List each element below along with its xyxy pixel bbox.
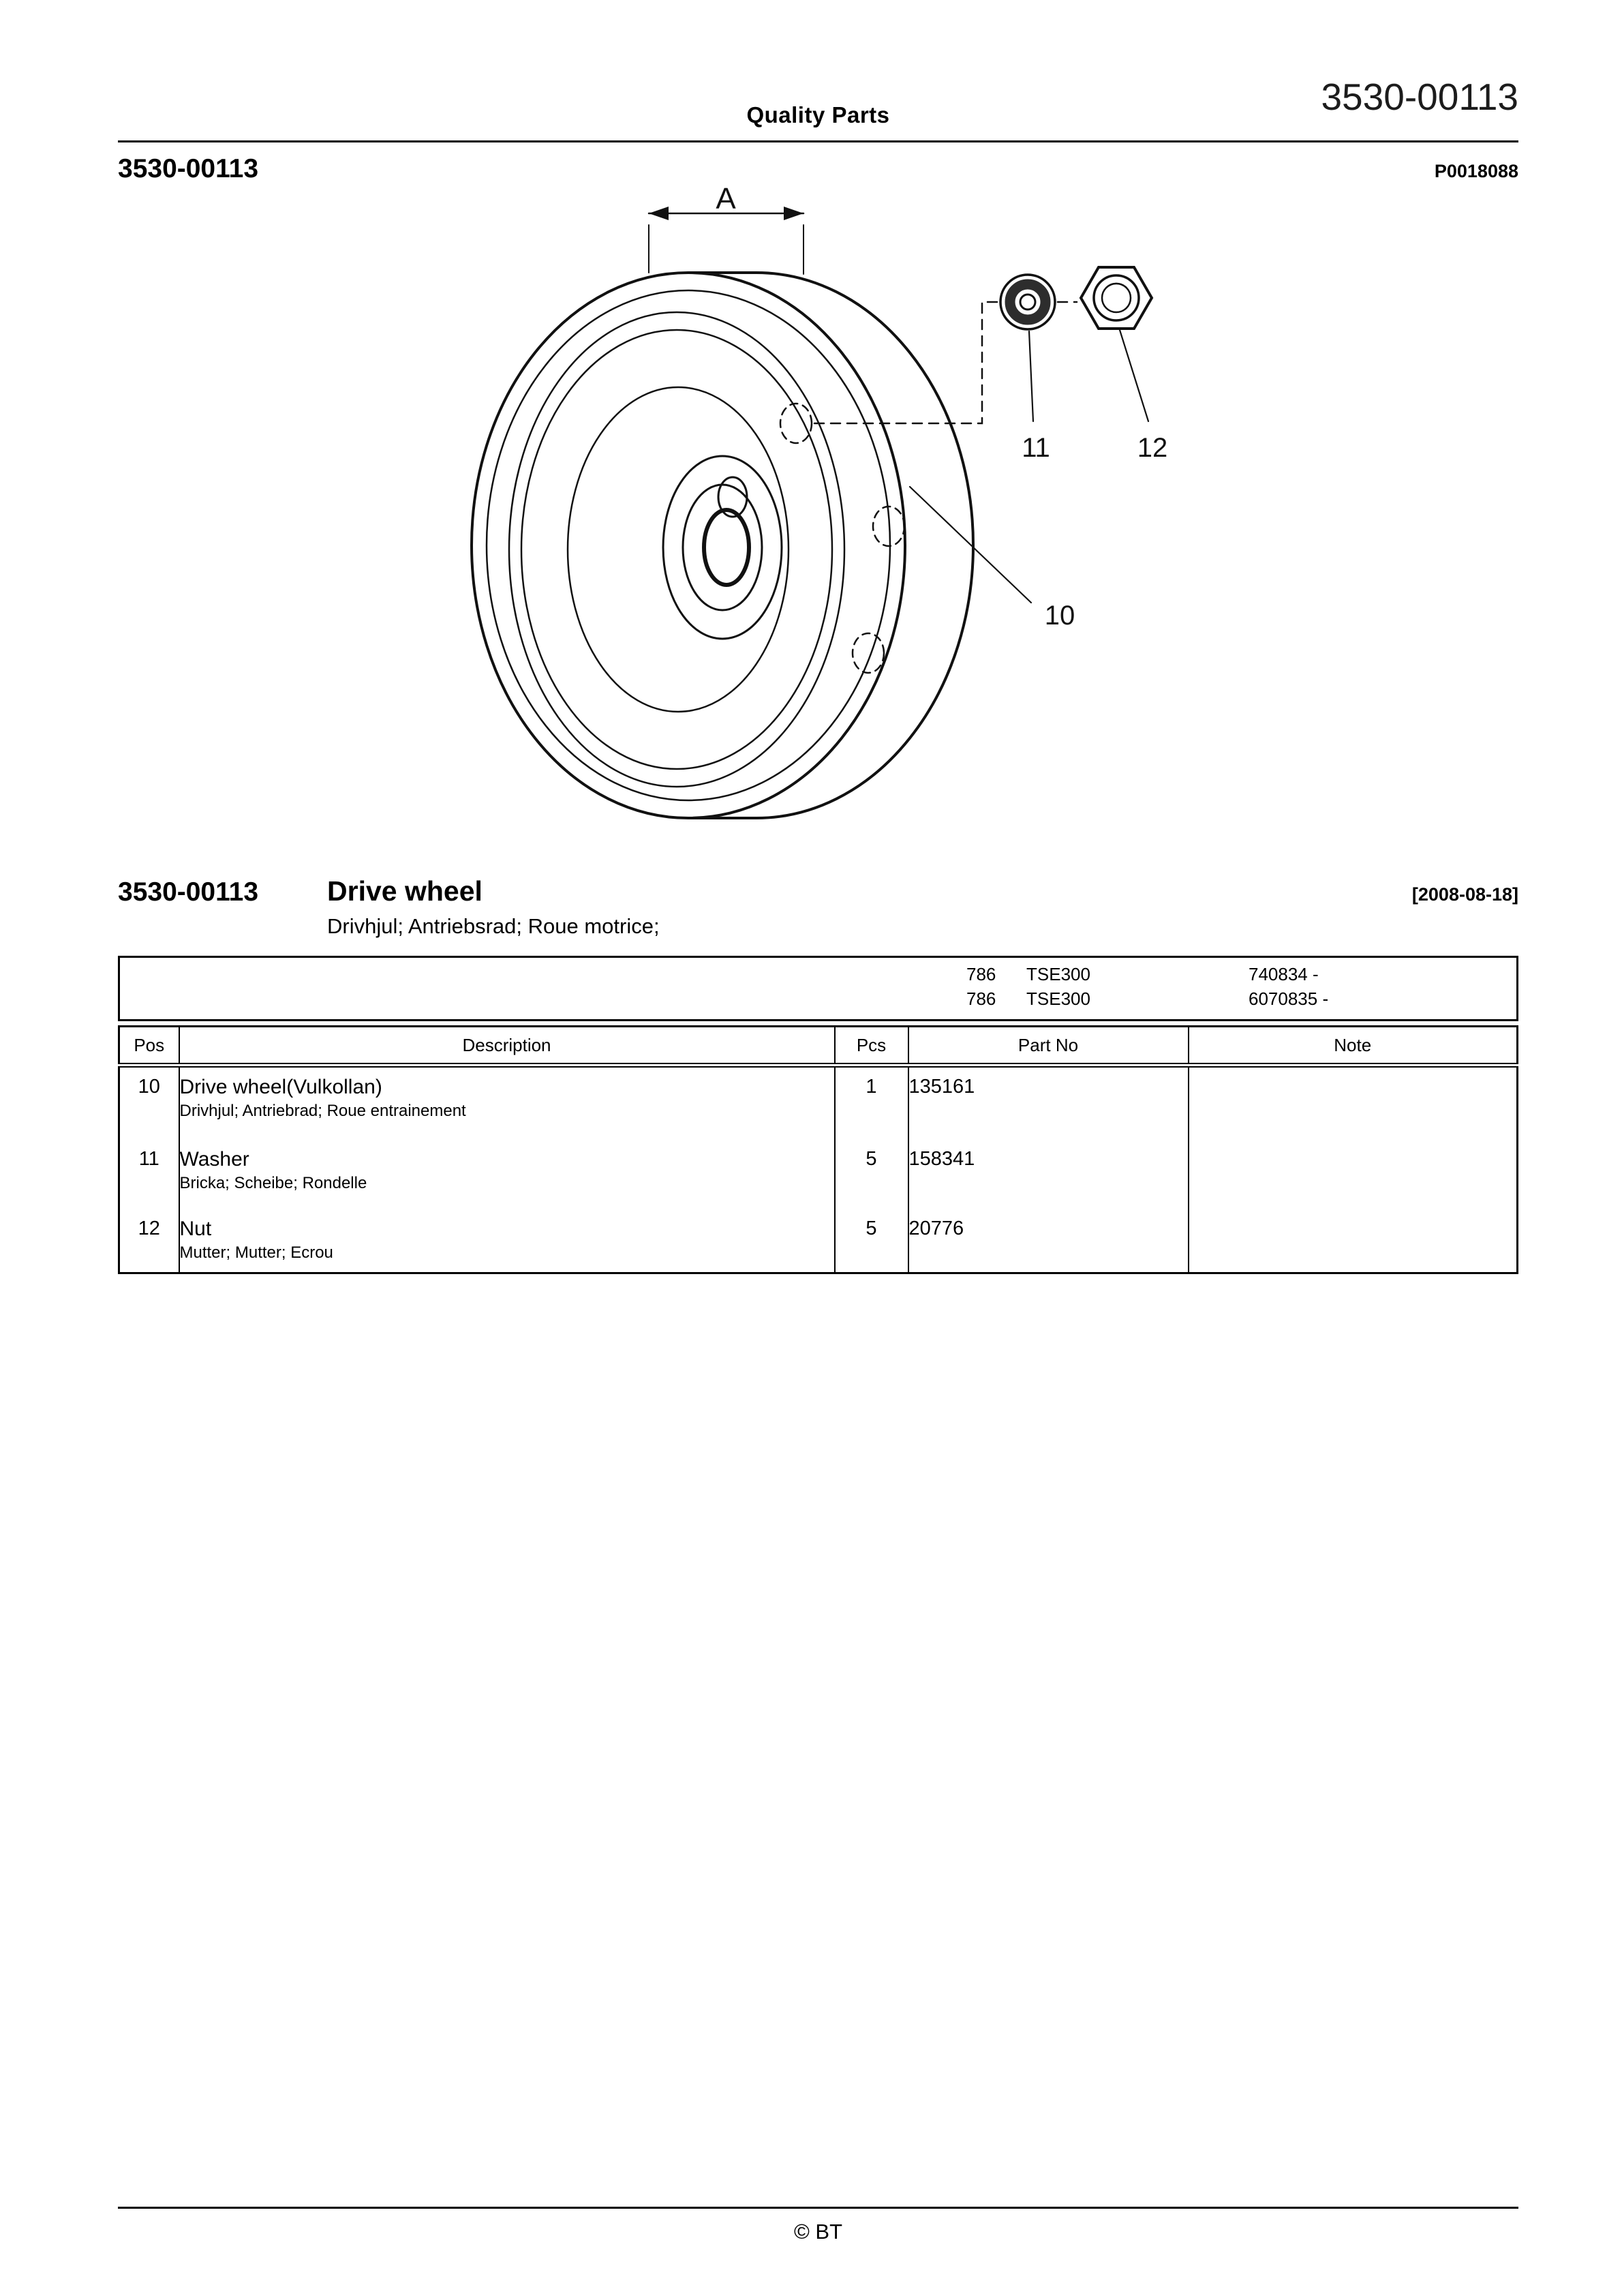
section-header (118, 875, 1518, 907)
col-header-part-no: Part No (908, 1027, 1189, 1066)
cell-note (1189, 1066, 1518, 1141)
subheader-doc-number: 3530-00113 (118, 154, 259, 183)
col-header-pcs: Pcs (835, 1027, 908, 1066)
header-doc-number: 3530-00113 (1321, 76, 1518, 118)
cell-pcs: 5 (835, 1140, 908, 1209)
cell-note (1189, 1209, 1518, 1273)
description-alt: Drivhjul; Antriebrad; Roue entrainement (179, 1102, 466, 1120)
description-main: Nut (179, 1218, 212, 1240)
dim-arrow-right (784, 207, 804, 220)
parts-table (118, 1025, 1518, 1274)
image-reference: P0018088 (1434, 161, 1518, 181)
washer-drawing (1000, 275, 1055, 329)
cell-pcs: 5 (835, 1209, 908, 1273)
technical-drawing (118, 170, 1518, 842)
footer-divider (118, 2207, 1518, 2209)
model-info-band (118, 956, 1518, 1021)
description-alt: Bricka; Scheibe; Rondelle (179, 1174, 367, 1192)
table-header-row (119, 1027, 1518, 1066)
model-name: TSE300 (1026, 988, 1090, 1009)
section-date: [2008-08-18] (1411, 884, 1518, 905)
serial-range: 6070835 - (1249, 988, 1329, 1009)
model-code: 786 (966, 964, 996, 984)
serial-range: 740834 - (1249, 964, 1319, 984)
footer-copyright: © BT (793, 2220, 843, 2244)
nut-drawing (1081, 267, 1152, 329)
callout-11: 11 (1022, 433, 1050, 463)
cell-description (179, 1140, 835, 1209)
cell-pos: 10 (138, 1076, 160, 1098)
col-header-pos: Pos (119, 1027, 179, 1066)
model-name: TSE300 (1026, 964, 1090, 984)
section-subtitle: Drivhjul; Antriebsrad; Roue motrice; (327, 914, 660, 938)
cell-note (1189, 1140, 1518, 1209)
cell-part-no: 135161 (908, 1066, 1189, 1141)
header-divider (118, 140, 1518, 142)
col-header-note: Note (1189, 1027, 1518, 1066)
leader-line-11 (1029, 331, 1033, 421)
drive-wheel-drawing (472, 273, 973, 818)
parts-table-block (118, 956, 1518, 1274)
table-row-11 (119, 1140, 1518, 1209)
cell-pos: 11 (138, 1148, 159, 1170)
leader-line-12 (1120, 330, 1148, 421)
dim-label-a: A (716, 182, 736, 215)
model-info-line (120, 988, 1516, 1012)
cell-description (179, 1066, 835, 1141)
dimension-a (649, 207, 804, 274)
model-code: 786 (966, 988, 996, 1009)
section-title: Drive wheel (327, 875, 483, 907)
col-header-description: Description (179, 1027, 835, 1066)
page-content (118, 0, 1518, 2296)
description-main: Washer (179, 1148, 249, 1170)
table-row-10 (119, 1066, 1518, 1141)
cell-pcs: 1 (835, 1066, 908, 1141)
table-row-12 (119, 1209, 1518, 1273)
description-alt: Mutter; Mutter; Ecrou (179, 1243, 333, 1262)
description-main: Drive wheel(Vulkollan) (179, 1076, 382, 1098)
dim-arrow-left (649, 207, 669, 220)
section-doc-number: 3530-00113 (118, 877, 259, 907)
callout-10: 10 (1044, 601, 1075, 631)
drawing-lines (472, 207, 1152, 818)
cell-pos: 12 (138, 1218, 160, 1239)
cell-part-no: 20776 (908, 1209, 1189, 1273)
model-info-line (120, 964, 1516, 987)
header-title: Quality Parts (746, 102, 890, 127)
cell-description (179, 1209, 835, 1273)
callout-12: 12 (1137, 433, 1168, 463)
cell-part-no: 158341 (908, 1140, 1189, 1209)
